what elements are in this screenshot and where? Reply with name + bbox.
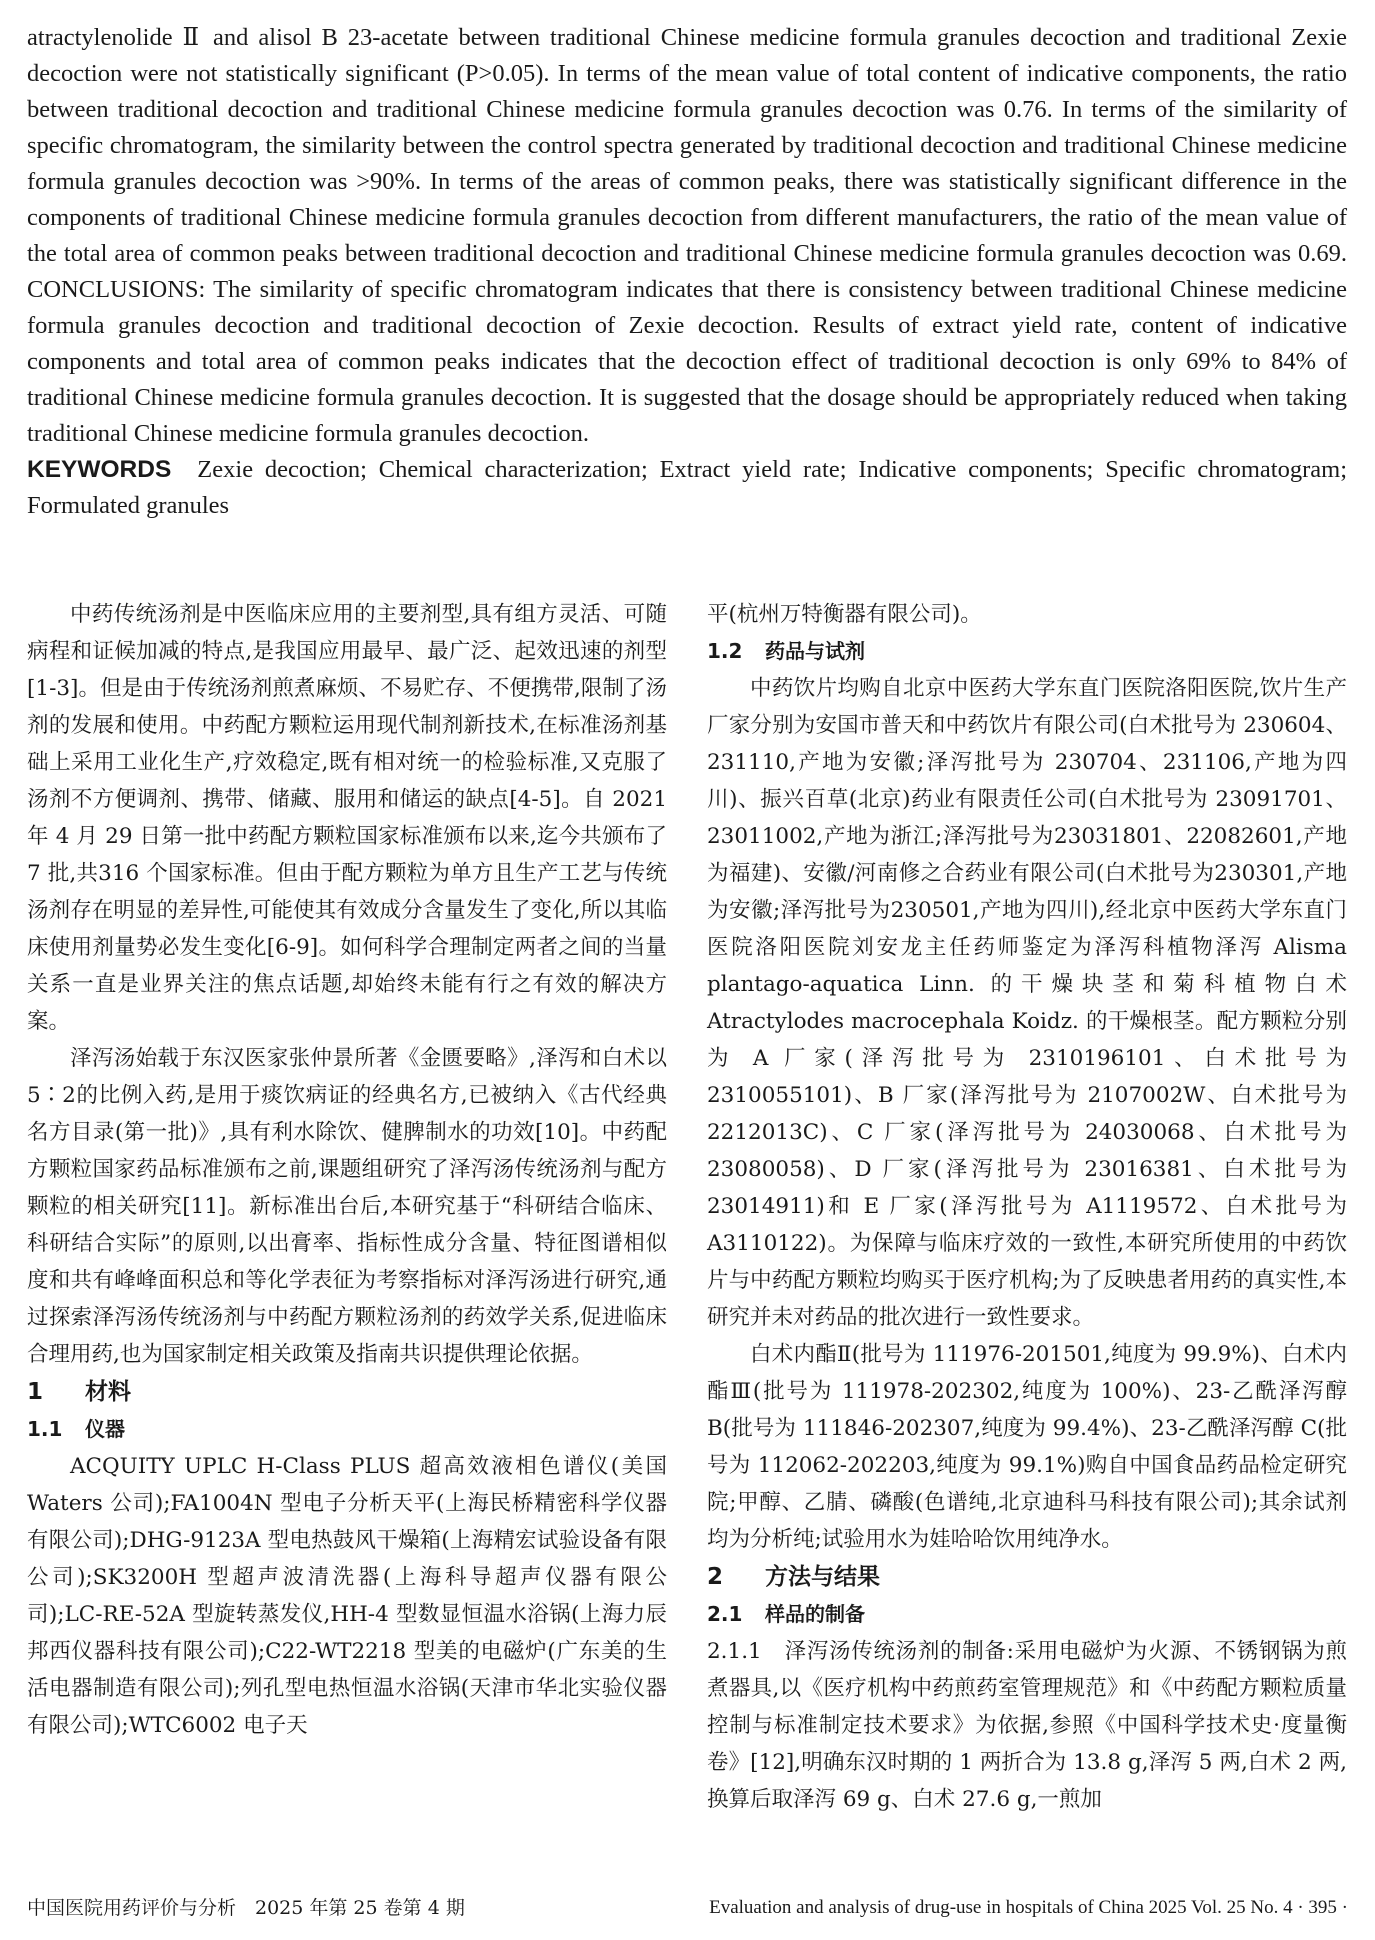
keywords-label: KEYWORDS bbox=[27, 456, 172, 483]
intro-paragraph-1: 中药传统汤剂是中医临床应用的主要剂型,具有组方灵活、可随病程和证候加减的特点,是我国应用最早、最广泛、起效迅速的剂型[1-3]。但是由于传统汤剂煎煮麻烦、不易贮存、不便携带,限制了汤剂的发展和使用。中药配方颗粒运用现代制剂新技术,在标准汤剂基础上采用工业化生产,疗效稳定,既有相对统一的检验标准,又克服了汤剂不方便调剂、携带、储藏、服用和储运的缺点[4-5]。自 2021 年 4 月 29 日第一批中药配方颗粒国家标准颁布以来,迄今共颁布了 7 批,共316 个国家标准。但由于配方颗粒为单方且生产工艺与传统汤剂存在明显的差异性,可能使其有效成分含量发生了变化,所以其临床使用剂量势必发生变化[6-9]。如何科学合理制定两者之间的当量关系一直是业界关注的焦点话题,却始终未能有行之有效的解决方案。 bbox=[27, 602, 667, 1034]
subsection-title: 药品与试剂 bbox=[765, 639, 865, 663]
keywords-line bbox=[27, 452, 1347, 524]
footer-journal-en: Evaluation and analysis of drug-use in hospitals of China 2025 Vol. 25 No. 4 · 395 · bbox=[709, 1897, 1348, 1918]
section-title: 材料 bbox=[85, 1379, 131, 1405]
section-heading-1 bbox=[27, 1373, 667, 1411]
subsection-title: 仪器 bbox=[85, 1417, 125, 1441]
footer-journal-cn: 中国医院用药评价与分析 2025 年第 25 卷第 4 期 bbox=[27, 1897, 465, 1919]
section-heading-2 bbox=[707, 1558, 1347, 1596]
subsection-heading-1-2 bbox=[707, 633, 1347, 670]
section-number: 1 bbox=[27, 1379, 44, 1405]
method-paragraph: 2.1.1 泽泻汤传统汤剂的制备:采用电磁炉为火源、不锈钢锅为煎煮器具,以《医疗机构中药煎药室管理规范》和《中药配方颗粒质量控制与标准制定技术要求》为依据,参照《中国科学技术史·度量衡卷》[12],明确东汉时期的 1 两折合为 13.8 g,泽泻 5 两,白术 2 两,换算后取泽泻 69 g、白术 27.6 g,一煎加 bbox=[707, 1639, 1347, 1812]
subsection-number: 1.2 bbox=[707, 639, 743, 663]
subsection-number: 1.1 bbox=[27, 1417, 63, 1441]
materials-paragraph-2: 白术内酯Ⅱ(批号为 111976-201501,纯度为 99.9%)、白术内酯Ⅲ(批号为 111978-202302,纯度为 100%)、23-乙酰泽泻醇 B(批号为 111846-202307,纯度为 99.4%)、23-乙酰泽泻醇 C(批号为 112062-202203,纯度为 99.1%)购自中国食品药品检定研究院;甲醇、乙腈、磷酸(色谱纯,北京迪科马科技有限公司);其余试剂均为分析纯;试验用水为娃哈哈饮用纯净水。 bbox=[707, 1342, 1347, 1552]
left-column bbox=[27, 596, 667, 1744]
subsection-heading-2-1 bbox=[707, 1596, 1347, 1633]
continued-paragraph: 平(杭州万特衡器有限公司)。 bbox=[707, 602, 982, 627]
instruments-paragraph: ACQUITY UPLC H-Class PLUS 超高效液相色谱仪(美国 Waters 公司);FA1004N 型电子分析天平(上海民桥精密科学仪器有限公司);DHG-9123A 型电热鼓风干燥箱(上海精宏试验设备有限公司);SK3200H 型超声波清洗器(上海科导超声仪器有限公司);LC-RE-52A 型旋转蒸发仪,HH-4 型数显恒温水浴锅(上海力辰邦西仪器科技有限公司);C22-WT2218 型美的电磁炉(广东美的生活电器制造有限公司);列孔型电热恒温水浴锅(天津市华北实验仪器有限公司);WTC6002 电子天 bbox=[27, 1454, 667, 1738]
section-number: 2 bbox=[707, 1564, 724, 1590]
intro-paragraph-2: 泽泻汤始载于东汉医家张仲景所著《金匮要略》,泽泻和白术以 5∶2的比例入药,是用于痰饮病证的经典名方,已被纳入《古代经典名方目录(第一批)》,具有利水除饮、健脾制水的功效[10]。中药配方颗粒国家药品标准颁布之前,课题组研究了泽泻汤传统汤剂与配方颗粒的相关研究[11]。新标准出台后,本研究基于“科研结合临床、科研结合实际”的原则,以出膏率、指标性成分含量、特征图谱相似度和共有峰峰面积总和等化学表征为考察指标对泽泻汤进行研究,通过探索泽泻汤传统汤剂与中药配方颗粒汤剂的药效学关系,促进临床合理用药,也为国家制定相关政策及指南共识提供理论依据。 bbox=[27, 1046, 667, 1367]
abstract-paragraph: atractylenolide Ⅱ and alisol B 23-acetate between traditional Chinese medicine formula granules decoction and traditional Zexie decoction were not statistically significant (P>0.05). In terms of the mean value of total content of indicative components, the ratio between traditional decoction and traditional Chinese medicine formula granules decoction was 0.76. In terms of the similarity of specific chromatogram, the similarity between the control spectra generated by traditional decoction and traditional Chinese medicine formula granules decoction was >90%. In terms of the areas of common peaks, there was statistically significant difference in the components of traditional Chinese medicine formula granules decoction from different manufacturers, the ratio of the mean value of the total area of common peaks between traditional decoction and traditional Chinese medicine formula granules decoction was 0.69. CONCLUSIONS: The similarity of specific chromatogram indicates that there is consistency between traditional Chinese medicine formula granules decoction and traditional decoction of Zexie decoction. Results of extract yield rate, content of indicative components and total area of common peaks indicates that the decoction effect of traditional decoction is only 69% to 84% of traditional Chinese medicine formula granules decoction. It is suggested that the dosage should be appropriately reduced when taking traditional Chinese medicine formula granules decoction. bbox=[27, 24, 1347, 447]
subsection-heading-1-1 bbox=[27, 1411, 667, 1448]
subsection-title: 样品的制备 bbox=[765, 1602, 865, 1626]
abstract-section bbox=[27, 20, 1347, 524]
section-title: 方法与结果 bbox=[765, 1564, 880, 1590]
keywords-text: Zexie decoction; Chemical characterization; Extract yield rate; Indicative components; Specific chromatogram; Formulated granules bbox=[27, 456, 1347, 519]
materials-paragraph-1: 中药饮片均购自北京中医药大学东直门医院洛阳医院,饮片生产厂家分别为安国市普天和中药饮片有限公司(白术批号为 230604、231110,产地为安徽;泽泻批号为 230704、231106,产地为四川)、振兴百草(北京)药业有限责任公司(白术批号为 23091701、23011002,产地为浙江;泽泻批号为23031801、22082601,产地为福建)、安徽/河南修之合药业有限公司(白术批号为230301,产地为安徽;泽泻批号为230501,产地为四川),经北京中医药大学东直门医院洛阳医院刘安龙主任药师鉴定为泽泻科植物泽泻 Alisma plantago-aquatica Linn. 的干燥块茎和菊科植物白术 Atractylodes macrocephala Koidz. 的干燥根茎。配方颗粒分别为 A 厂家(泽泻批号为 2310196101、白术批号为 2310055101)、B 厂家(泽泻批号为 2107002W、白术批号为 2212013C)、C 厂家(泽泻批号为 24030068、白术批号为 23080058)、D 厂家(泽泻批号为 23016381、白术批号为 23014911)和 E 厂家(泽泻批号为 A1119572、白术批号为 A3110122)。为保障与临床疗效的一致性,本研究所使用的中药饮片与中药配方颗粒均购买于医疗机构;为了反映患者用药的真实性,本研究并未对药品的批次进行一致性要求。 bbox=[707, 676, 1347, 1330]
subsection-number: 2.1 bbox=[707, 1602, 743, 1626]
right-column bbox=[707, 596, 1347, 1818]
